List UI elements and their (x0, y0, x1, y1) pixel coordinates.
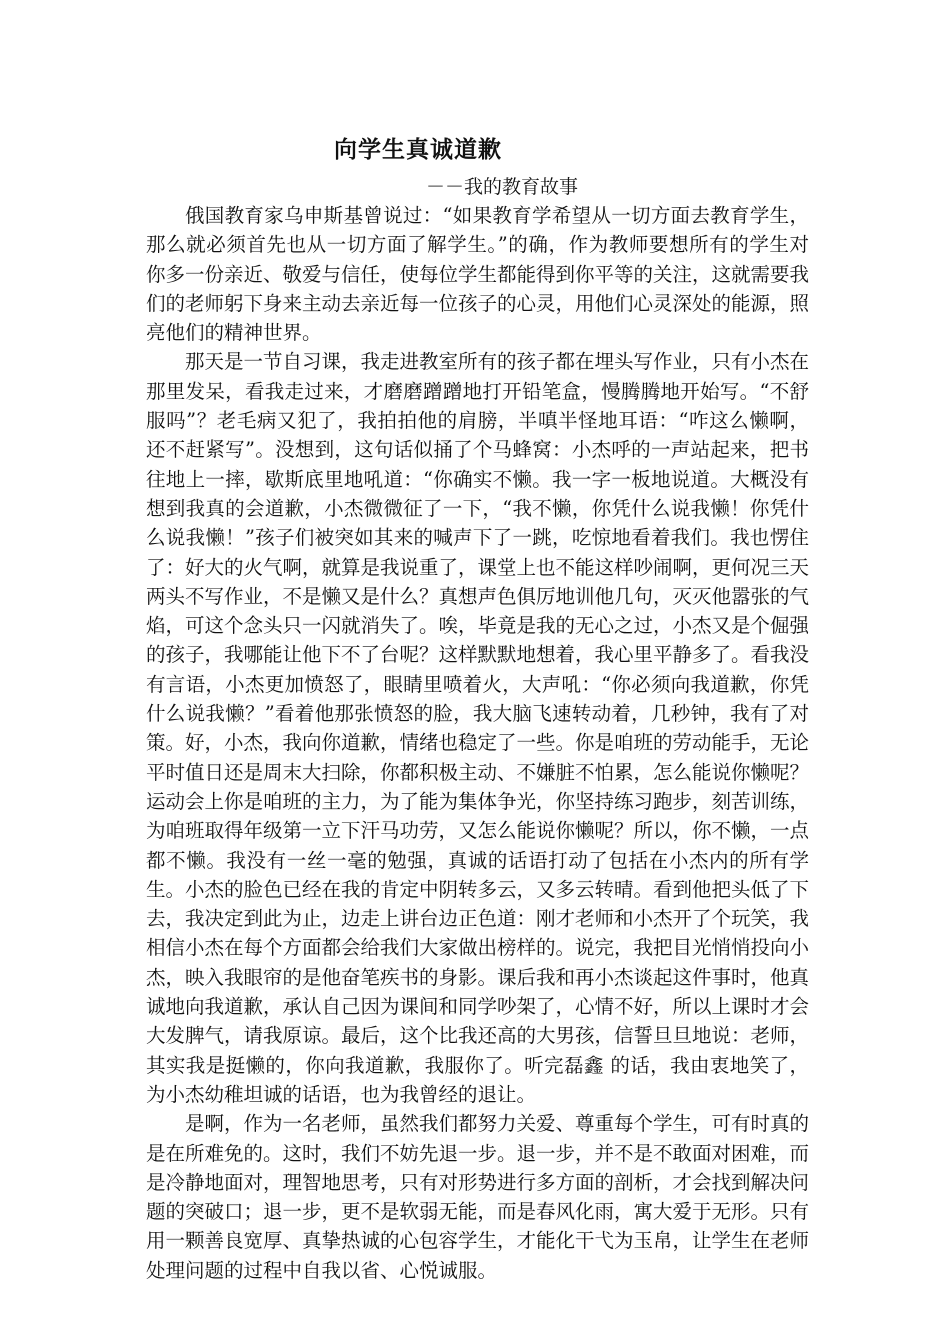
paragraph-2: 那天是一节自习课，我走进教室所有的孩子都在埋头写作业，只有小杰在那里发呆，看我走过来，才磨磨蹭蹭地打开铅笔盒，慢腾腾地开始写。“不舒服吗”？老毛病又犯了，我拍拍他的肩膀，半嗔半怪地耳语：“咋这么懒啊，还不赶紧写”。没想到，这句话似捅了个马蜂窝：小杰呼的一声站起来，把书往地上一摔，歇斯底里地吼道：“你确实不懒。我一字一板地说道。大概没有想到我真的会道歉，小杰微微征了一下，“我不懒，你凭什么说我懒！你凭什么说我懒！”孩子们被突如其来的喊声下了一跳，吃惊地看着我们。我也愣住了：好大的火气啊，就算是我说重了，课堂上也不能这样吵闹啊，更何况三天两头不写作业，不是懒又是什么？真想声色俱厉地训他几句，灭灭他嚣张的气焰，可这个念头只一闪就消失了。唉，毕竟是我的无心之过，小杰又是个倔强的孩子，我哪能让他下不了台呢？这样默默地想着，我心里平静多了。看我没有言语，小杰更加愤怒了，眼睛里喷着火，大声吼：“你必须向我道歉，你凭什么说我懒？”看着他那张愤怒的脸，我大脑飞速转动着，几秒钟，我有了对策。好，小杰，我向你道歉，情绪也稳定了一些。你是咱班的劳动能手，无论平时值日还是周末大扫除，你都积极主动、不嫌脏不怕累，怎么能说你懒呢？运动会上你是咱班的主力，为了能为集体争光，你坚持练习跑步，刻苦训练，为咱班取得年级第一立下汗马功劳，又怎么能说你懒呢？所以，你不懒，一点都不懒。我没有一丝一毫的勉强，真诚的话语打动了包括在小杰内的所有学生。小杰的脸色已经在我的肯定中阴转多云，又多云转晴。看到他把头低了下去，我决定到此为止，边走上讲台边正色道：刚才老师和小杰开了个玩笑，我相信小杰在每个方面都会给我们大家做出榜样的。说完，我把目光悄悄投向小杰，映入我眼帘的是他奋笔疾书的身影。课后我和再小杰谈起这件事时，他真诚地向我道歉，承认自己因为课间和同学吵架了，心情不好，所以上课时才会大发脾气，请我原谅。最后，这个比我还高的大男孩，信誓旦旦地说：老师，其实我是挺懒的，你向我道歉，我服你了。听完磊鑫 的话，我由衷地笑了，为小杰幼稚坦诚的话语，也为我曾经的退让。 (146, 350, 810, 1106)
paragraph-1: 俄国教育家乌申斯基曾说过：“如果教育学希望从一切方面去教育学生，那么就必须首先也从一切方面了解学生。”的确，作为教师要想所有的学生对你多一份亲近、敬爱与信任，使每位学生都能得到你平等的关注，这就需要我们的老师躬下身来主动去亲近每一位孩子的心灵，用他们心灵深处的能源，照亮他们的精神世界。 (146, 204, 810, 345)
document-body (146, 201, 809, 1285)
document-title: 向学生真诚道歉 (334, 137, 502, 163)
document-subtitle: －－我的教育故事 (425, 176, 578, 198)
paragraph-3: 是啊，作为一名老师，虽然我们都努力关爱、尊重每个学生，可有时真的是在所难免的。这时，我们不妨先退一步。退一步，并不是不敢面对困难，而是冷静地面对，理智地思考，只有对形势进行多方面的剖析，才会找到解决问题的突破口；退一步，更不是软弱无能，而是春风化雨，寓大爱于无形。只有用一颗善良宽厚、真挚热诚的心包容学生，才能化干弋为玉帛，让学生在老师处理问题的过程中自我以省、心悦诚服。 (146, 1112, 810, 1282)
